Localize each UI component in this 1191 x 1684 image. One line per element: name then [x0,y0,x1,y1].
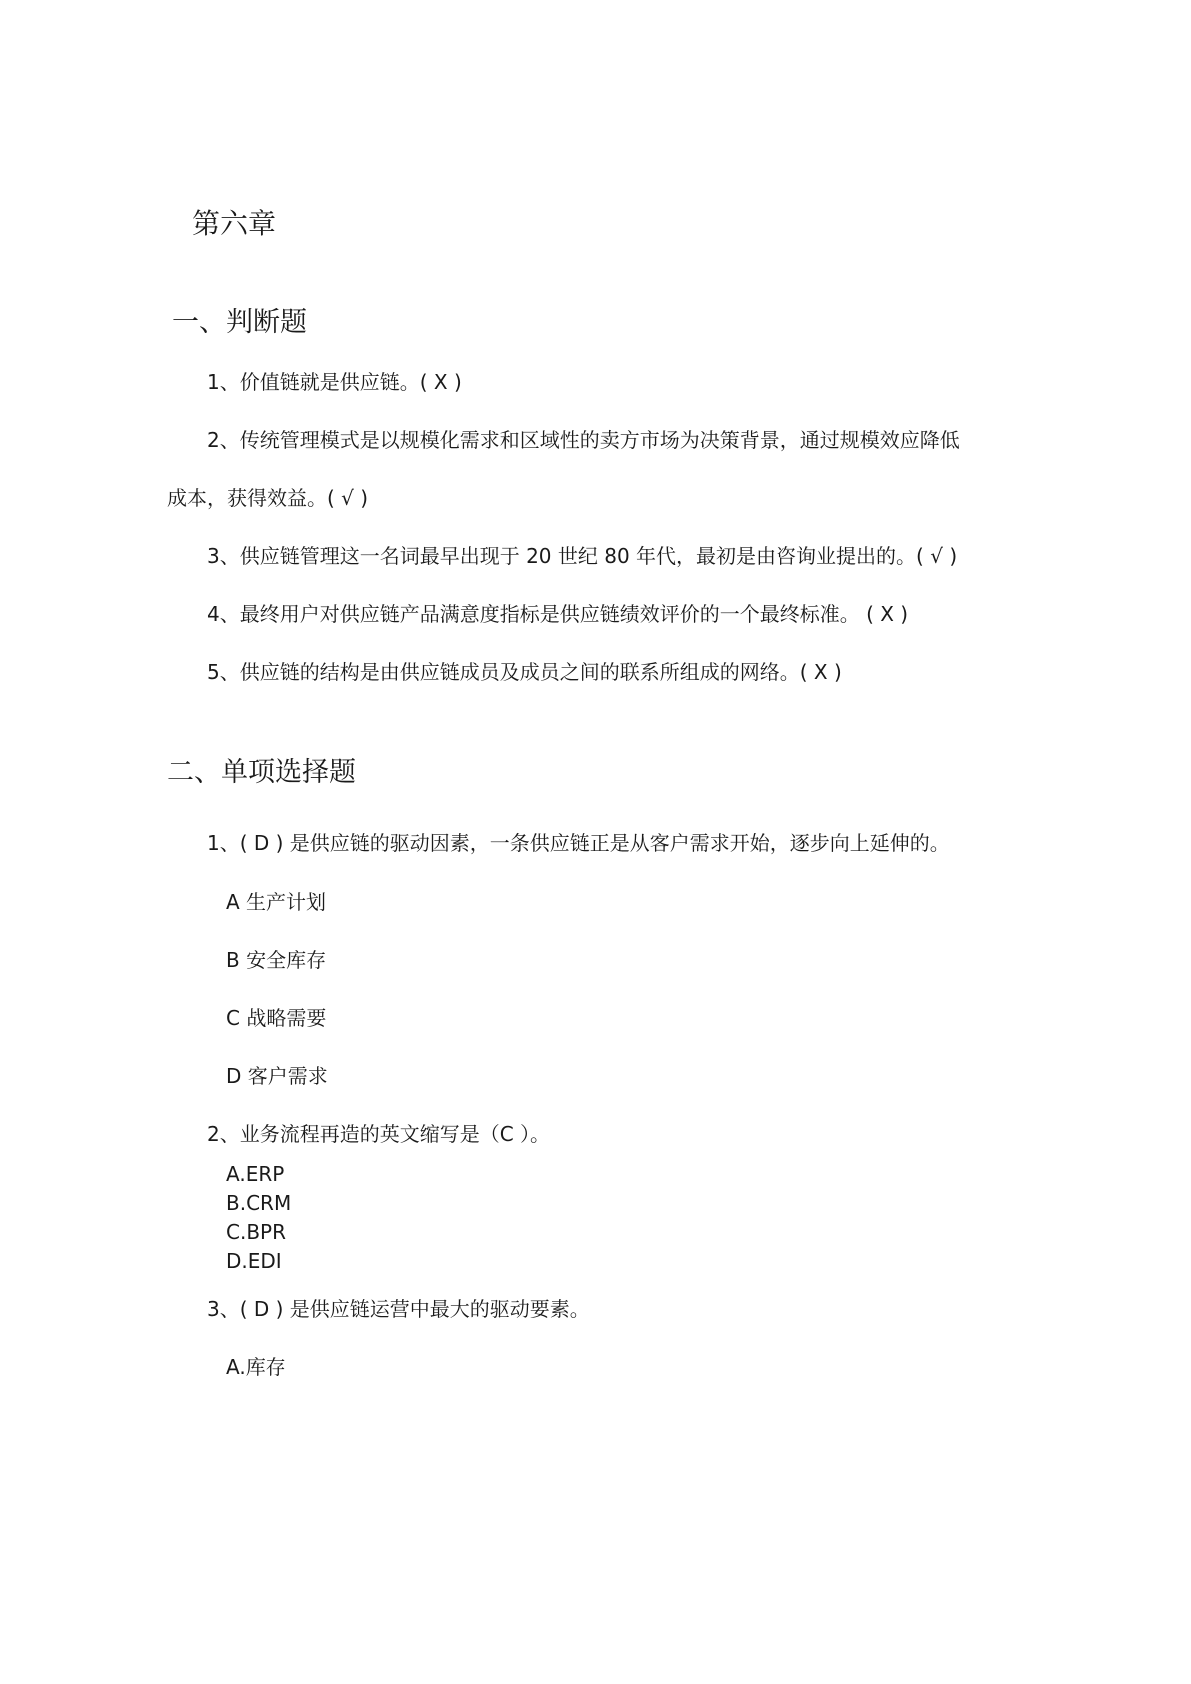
sc-q1-option-a: A 生产计划 [226,890,327,914]
section-heading-true-false: 一、判断题 [172,307,307,338]
sc-q1-option-c: C 战略需要 [226,1006,327,1030]
chapter-title: 第六章 [192,207,277,240]
sc-q2-option-c: C.BPR [226,1220,286,1244]
sc-q2-option-b: B.CRM [226,1191,292,1215]
section-heading-single-choice: 二、单项选择题 [167,757,356,788]
tf-question-4: 4、最终用户对供应链产品满意度指标是供应链绩效评价的一个最终标准。 ( X ) [207,602,909,626]
sc-q1-option-d: D 客户需求 [226,1064,328,1088]
tf-question-2-line1: 2、传统管理模式是以规模化需求和区域性的卖方市场为决策背景，通过规模效应降低 [207,428,960,452]
sc-question-1: 1、( D ) 是供应链的驱动因素，一条供应链正是从客户需求开始，逐步向上延伸的。 [207,831,950,855]
sc-q3-option-a: A.库存 [226,1355,286,1379]
sc-q2-option-d: D.EDI [226,1249,282,1273]
sc-question-3: 3、( D ) 是供应链运营中最大的驱动要素。 [207,1297,590,1321]
sc-q2-option-a: A.ERP [226,1162,285,1186]
tf-question-5: 5、供应链的结构是由供应链成员及成员之间的联系所组成的网络。( X ) [207,660,842,684]
sc-question-2: 2、业务流程再造的英文缩写是（C ）。 [207,1122,551,1146]
tf-question-3: 3、供应链管理这一名词最早出现于 20 世纪 80 年代，最初是由咨询业提出的。( √ ) [207,544,958,568]
tf-question-2-line2: 成本，获得效益。( √ ) [167,486,369,510]
sc-q1-option-b: B 安全库存 [226,948,327,972]
tf-question-1: 1、价值链就是供应链。( X ) [207,370,462,394]
